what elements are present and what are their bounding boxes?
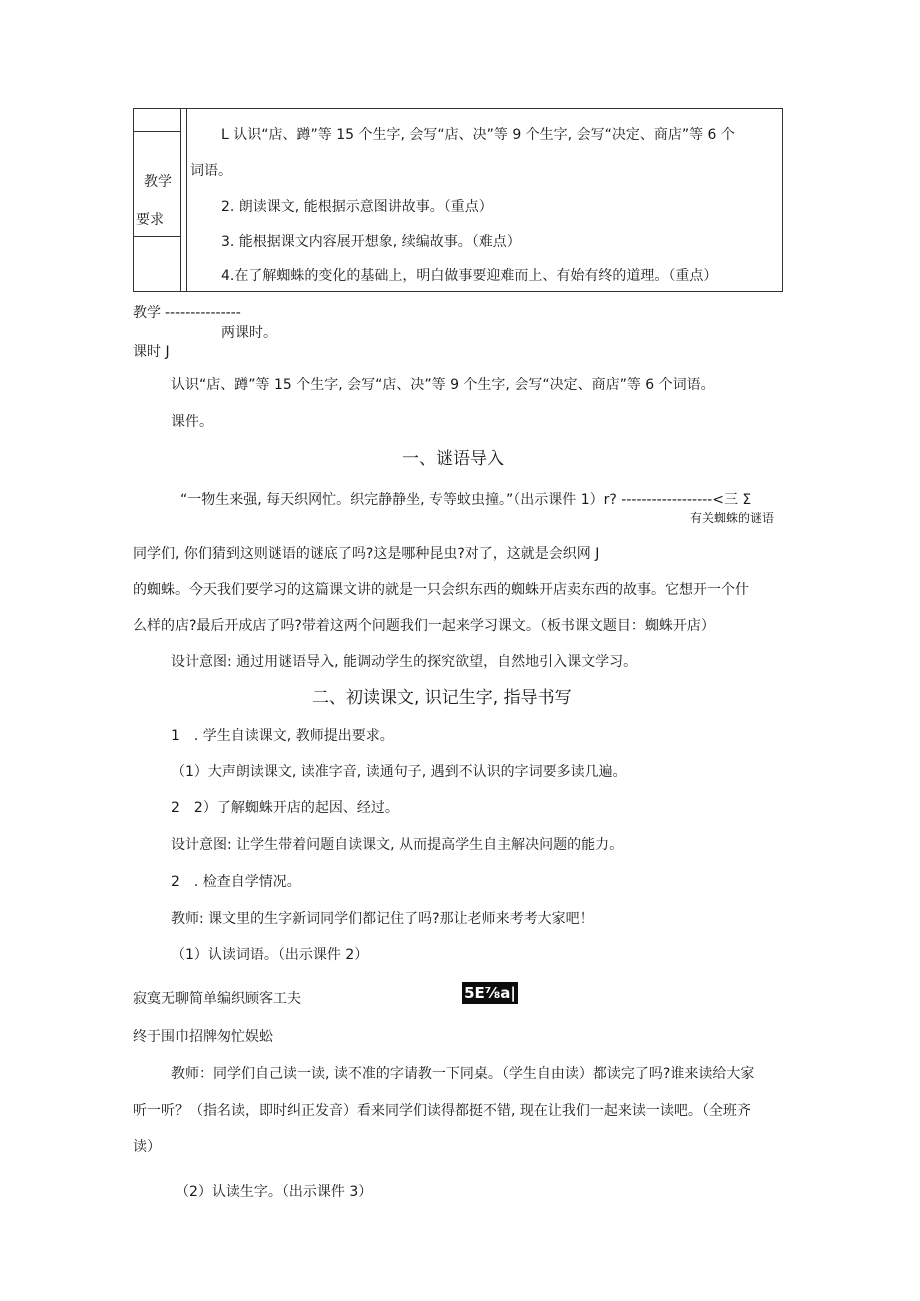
design-intent: 设计意图: 让学生带着问题自读课文, 从而提高学生自主解决问题的能力。: [171, 837, 624, 853]
image-label-box: 5E⅞a|: [462, 982, 518, 1004]
riddle-note: 有关蜘蛛的谜语: [690, 511, 775, 525]
teacher-line: 读）: [133, 1139, 161, 1155]
table-divider: [186, 109, 187, 291]
vocab-words-row1: 寂寞无聊简单编织顾客工夫: [133, 991, 301, 1007]
step-item: （2）认读生字。（出示课件 3）: [175, 1184, 373, 1200]
section2-title: 二、初读课文, 识记生字, 指导书写: [312, 688, 572, 708]
table-header-line2: 要求: [136, 212, 164, 228]
teacher-line: 教师: 课文里的生字新词同学们都记住了吗?那让老师来考考大家吧！: [171, 911, 594, 927]
step-item: 1 . 学生自读课文, 教师提出要求。: [171, 728, 394, 744]
paragraph: 的蜘蛛。今天我们要学习的这篇课文讲的就是一只会织东西的蜘蛛开店卖东西的故事。它想开一个什: [133, 582, 749, 598]
table-divider: [180, 109, 181, 291]
table-header-line1: 教学: [144, 174, 172, 190]
requirement-item: L 认识“店、蹲”等 15 个生字, 会写“店、决”等 9 个生字, 会写“决定、商店”等 6 个: [221, 127, 735, 143]
requirement-item: 词语。: [190, 163, 232, 179]
intro-goal: 认识“店、蹲”等 15 个生字, 会写“店、决”等 9 个生字, 会写“决定、商店”等 6 个词语。: [171, 377, 715, 393]
paragraph: 同学们, 你们猜到这则谜语的谜底了吗?这是哪种昆虫?对了，这就是会织网 J: [133, 546, 600, 562]
meta-lessons: 两课时。: [221, 325, 277, 341]
design-intent: 设计意图: 通过用谜语导入, 能调动学生的探究欲望，自然地引入课文学习。: [171, 654, 638, 670]
teacher-line: 听一听？（指名读，即时纠正发音）看来同学们读得都挺不错, 现在让我们一起来读一读吧。（全班齐: [133, 1103, 751, 1119]
meta-label-keshi: 课时 J: [133, 344, 170, 360]
requirement-item: 4.在了解蜘蛛的变化的基础上，明白做事要迎难而上、有始有终的道理。（重点）: [221, 268, 718, 284]
step-item: 2 2）了解蜘蛛开店的起因、经过。: [171, 800, 399, 816]
riddle-text: “一物生来强, 每天织网忙。织完静静坐, 专等蚊虫撞。”（出示课件 1）r? ------------------<三 Σ: [180, 492, 752, 508]
vocab-words-row2: 终于围巾招牌匆忙娱蚣: [133, 1029, 273, 1045]
intro-materials: 课件。: [171, 414, 213, 430]
table-row-line: [134, 131, 180, 132]
meta-dashes: ---------------: [165, 305, 241, 321]
requirements-table: [133, 108, 783, 292]
requirement-item: 2. 朗读课文, 能根据示意图讲故事。（重点）: [221, 199, 493, 215]
step-item: （1）大声朗读课文, 读准字音, 读通句子, 遇到不认识的字词要多读几遍。: [171, 764, 627, 780]
requirement-item: 3. 能根据课文内容展开想象, 续编故事。（难点）: [221, 234, 521, 250]
paragraph: 么样的店?最后开成店了吗?带着这两个问题我们一起来学习课文。（板书课文题目：蜘蛛开店）: [133, 618, 715, 634]
section1-title: 一、谜语导入: [402, 449, 504, 469]
meta-label-jiaoxue: 教学: [133, 305, 161, 321]
step-item: 2 . 检查自学情况。: [171, 874, 301, 890]
teacher-line: 教师：同学们自己读一读, 读不准的字请教一下同桌。（学生自由读）都读完了吗?谁来读给大家: [171, 1066, 755, 1082]
step-item: （1）认读词语。（出示课件 2）: [171, 947, 369, 963]
table-row-line: [134, 236, 180, 237]
